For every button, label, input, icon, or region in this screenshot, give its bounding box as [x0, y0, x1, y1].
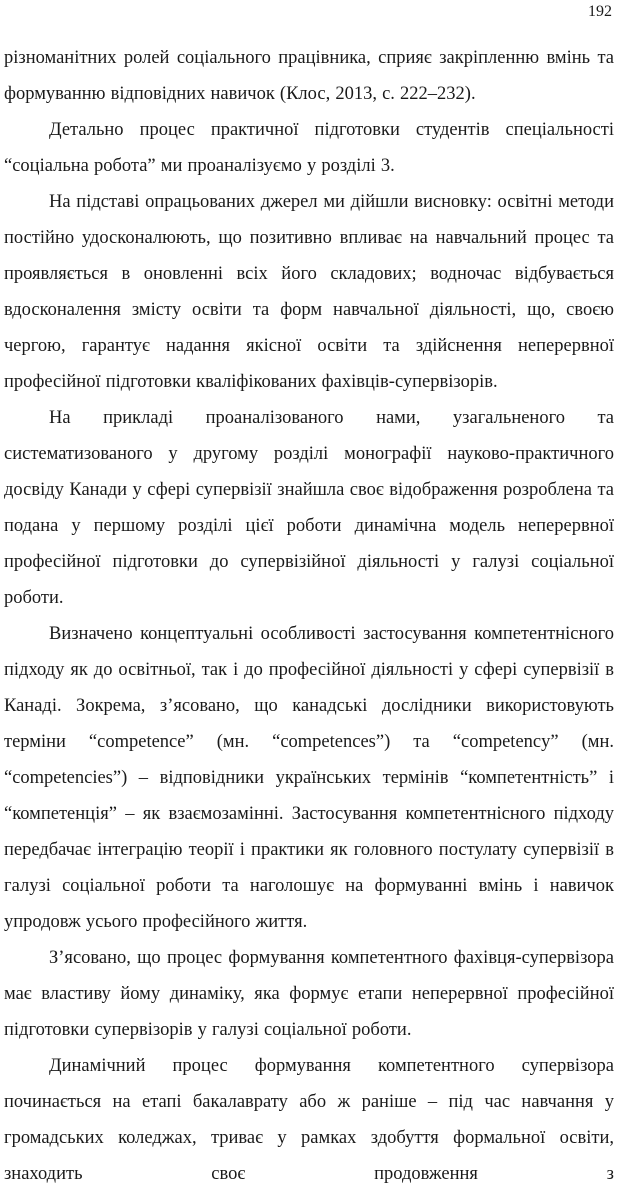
- document-body: [4, 40, 614, 1192]
- paragraph: З’ясовано, що процес формування компетентного фахівця-супервізора має властиву йому динаміку, яка формує етапи неперервної професійної підготовки супервізорів у галузі соціальної роботи.: [4, 948, 614, 1040]
- paragraph: Визначено концептуальні особливості застосування компетентнісного підходу як до освітньої, так і до професійної діяльності у сфері супервізії в Канаді. Зокрема, з’ясовано, що канадські дослідники використовують терміни “competence” (мн. “competences”) та “competency” (мн. “competencies”) – відповідники українських термінів “компетентність” і “компетенція” – як взаємозамінні. Застосування компетентнісного підходу передбачає інтеграцію теорії і практики як головного постулату супервізії в галузі соціальної роботи та наголошує на формуванні вмінь і навичок упродовж усього професійного життя.: [4, 624, 614, 932]
- paragraph: Детально процес практичної підготовки студентів спеціальності “соціальна робота” ми проаналізуємо у розділі 3.: [4, 120, 614, 176]
- paragraph: Динамічний процес формування компетентного супервізора починається на етапі бакалаврату або ж раніше – під час навчання у громадських коледжах, триває у рамках здобуття формальної освіти, знаходить своє продовження з: [4, 1056, 614, 1184]
- paragraph: На прикладі проаналізованого нами, узагальненого та систематизованого у другому розділі монографії науково-практичного досвіду Канади у сфері супервізії знайшла своє відображення розроблена та подана у першому розділі цієї роботи динамічна модель неперервної професійної підготовки до супервізійної діяльності у галузі соціальної роботи.: [4, 408, 614, 608]
- paragraph: На підставі опрацьованих джерел ми дійшли висновку: освітні методи постійно удосконалюють, що позитивно впливає на навчальний процес та проявляється в оновленні всіх його складових; водночас відбувається вдосконалення змісту освіти та форм навчальної діяльності, що, своєю чергою, гарантує надання якісної освіти та здійснення неперервної професійної підготовки кваліфікованих фахівців-супервізорів.: [4, 192, 614, 392]
- paragraph: різноманітних ролей соціального працівника, сприяє закріпленню вмінь та формуванню відповідних навичок (Клос, 2013, с. 222–232).: [4, 48, 614, 104]
- page-number: 192: [588, 3, 612, 20]
